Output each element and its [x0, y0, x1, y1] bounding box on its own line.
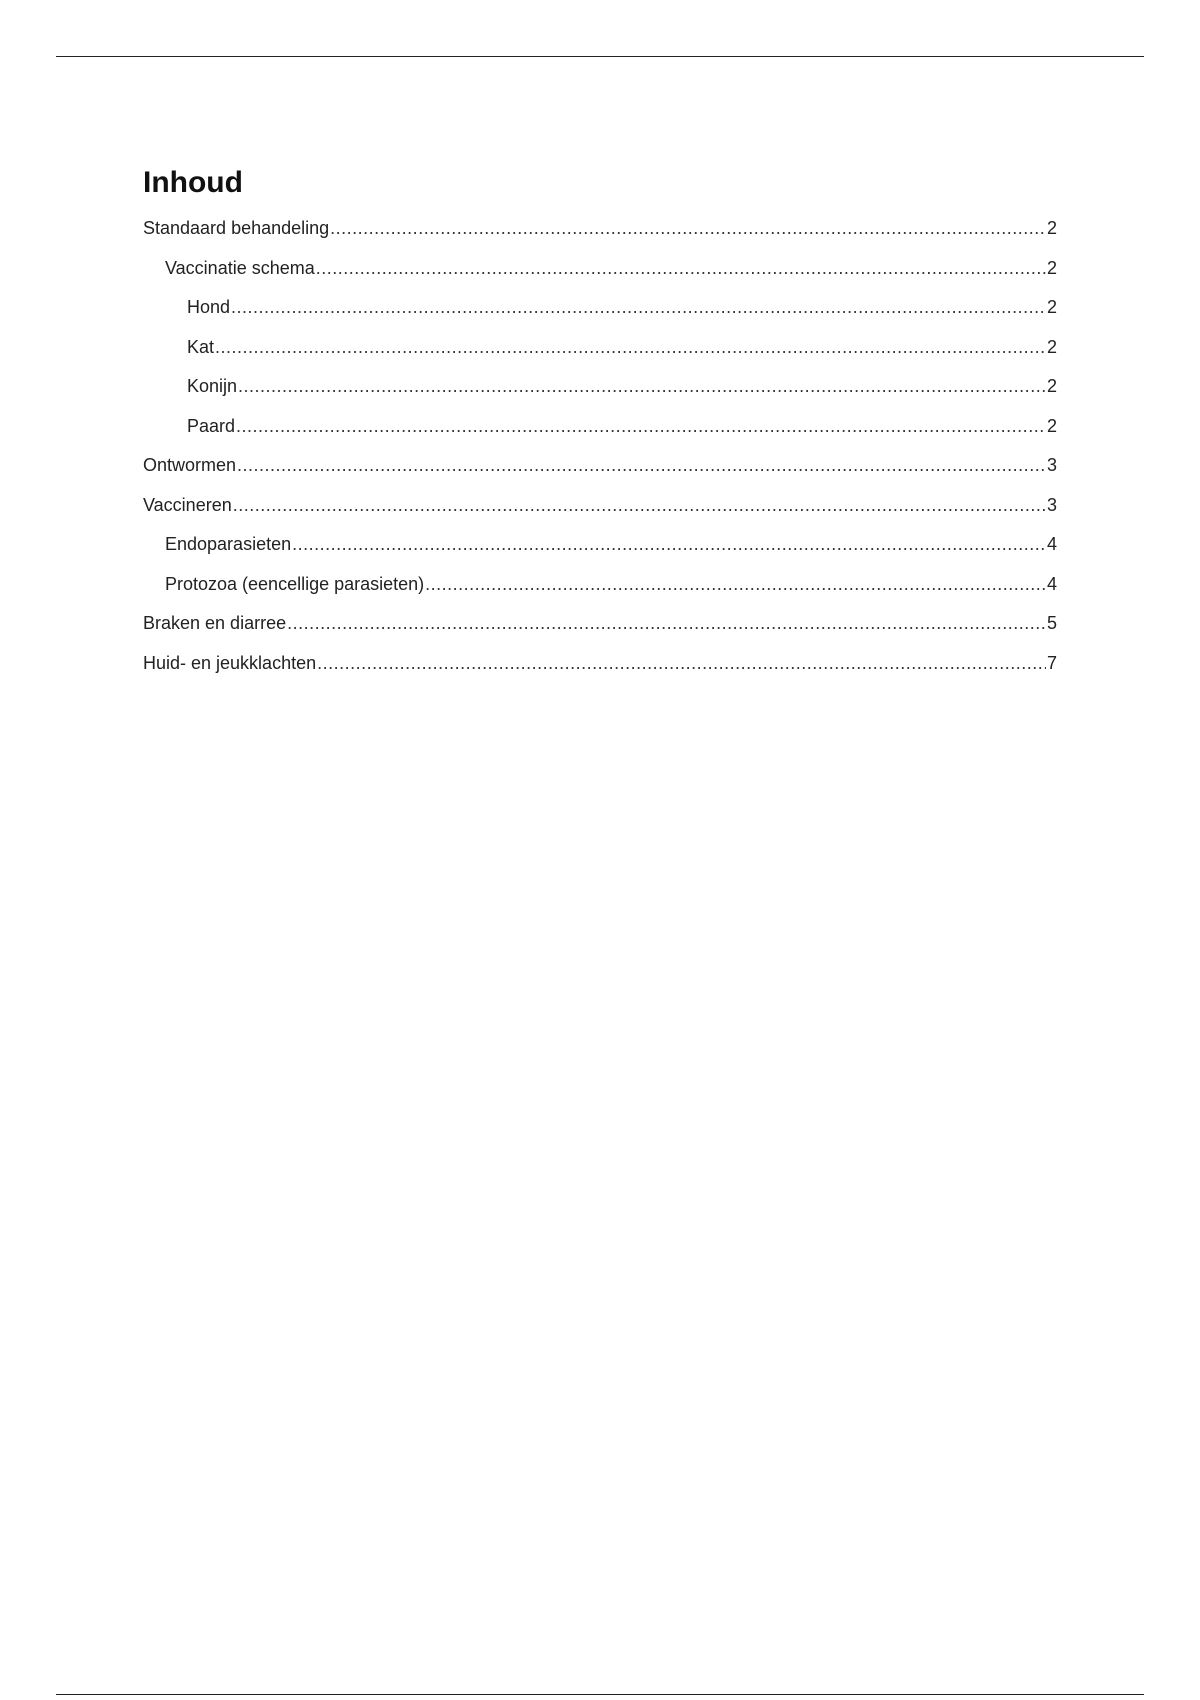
toc-entry-label: Endoparasieten [165, 534, 292, 554]
toc-entry-endoparasieten[interactable] [143, 532, 1057, 572]
toc-entry-label: Standaard behandeling [143, 218, 330, 238]
toc-entry-label: Braken en diarree [143, 613, 287, 633]
toc-entry-label: Huid- en jeukklachten [143, 652, 317, 673]
toc-dot-leader [237, 453, 1046, 477]
toc-page-number: 2 [1046, 415, 1057, 436]
toc-entry-label: Kat [187, 336, 215, 357]
toc-page-number: 3 [1046, 494, 1057, 515]
footer-rule [56, 1694, 1144, 1695]
toc-page-number: 7 [1046, 652, 1057, 673]
toc-dot-leader [317, 651, 1046, 675]
toc-dot-leader [236, 414, 1046, 438]
toc-entry-standaard-behandeling[interactable] [143, 216, 1057, 256]
toc-entry-label: Hond [187, 297, 231, 317]
toc-page-number: 4 [1046, 534, 1057, 554]
toc-entry-label: Protozoa (eencellige parasieten) [165, 573, 425, 594]
toc-page-number: 2 [1046, 297, 1057, 317]
toc-dot-leader [292, 532, 1046, 556]
toc-entry-label: Vaccinatie schema [165, 257, 315, 278]
toc-dot-leader [233, 493, 1046, 517]
toc-page-number: 2 [1046, 257, 1057, 278]
toc-dot-leader [425, 572, 1046, 596]
toc-entry-paard[interactable] [143, 414, 1057, 454]
toc-entry-hond[interactable] [143, 295, 1057, 335]
toc-page-number: 2 [1046, 218, 1057, 238]
toc-entry-huid-en-jeukklachten[interactable] [143, 651, 1057, 691]
toc-dot-leader [330, 216, 1046, 240]
toc-page-number: 4 [1046, 573, 1057, 594]
table-of-contents [143, 165, 1057, 690]
toc-page-number: 2 [1046, 336, 1057, 357]
toc-dot-leader [231, 295, 1046, 319]
toc-entry-label: Konijn [187, 376, 238, 396]
toc-page-number: 3 [1046, 455, 1057, 475]
toc-dot-leader [287, 611, 1046, 635]
toc-entry-vaccineren[interactable] [143, 493, 1057, 533]
toc-title: Inhoud [143, 166, 243, 199]
toc-dot-leader [316, 256, 1046, 280]
toc-entry-label: Vaccineren [143, 494, 232, 515]
toc-page-number: 2 [1046, 376, 1057, 396]
toc-page-number: 5 [1046, 613, 1057, 633]
toc-entry-label: Paard [187, 415, 236, 436]
toc-entry-ontwormen[interactable] [143, 453, 1057, 493]
header-rule [56, 56, 1144, 57]
toc-entry-protozoa[interactable] [143, 572, 1057, 612]
toc-dot-leader [238, 374, 1046, 398]
toc-entry-konijn[interactable] [143, 374, 1057, 414]
toc-entry-braken-en-diarree[interactable] [143, 611, 1057, 651]
toc-entry-label: Ontwormen [143, 455, 237, 475]
toc-dot-leader [215, 335, 1046, 359]
toc-entry-kat[interactable] [143, 335, 1057, 375]
toc-entry-vaccinatie-schema[interactable] [143, 256, 1057, 296]
